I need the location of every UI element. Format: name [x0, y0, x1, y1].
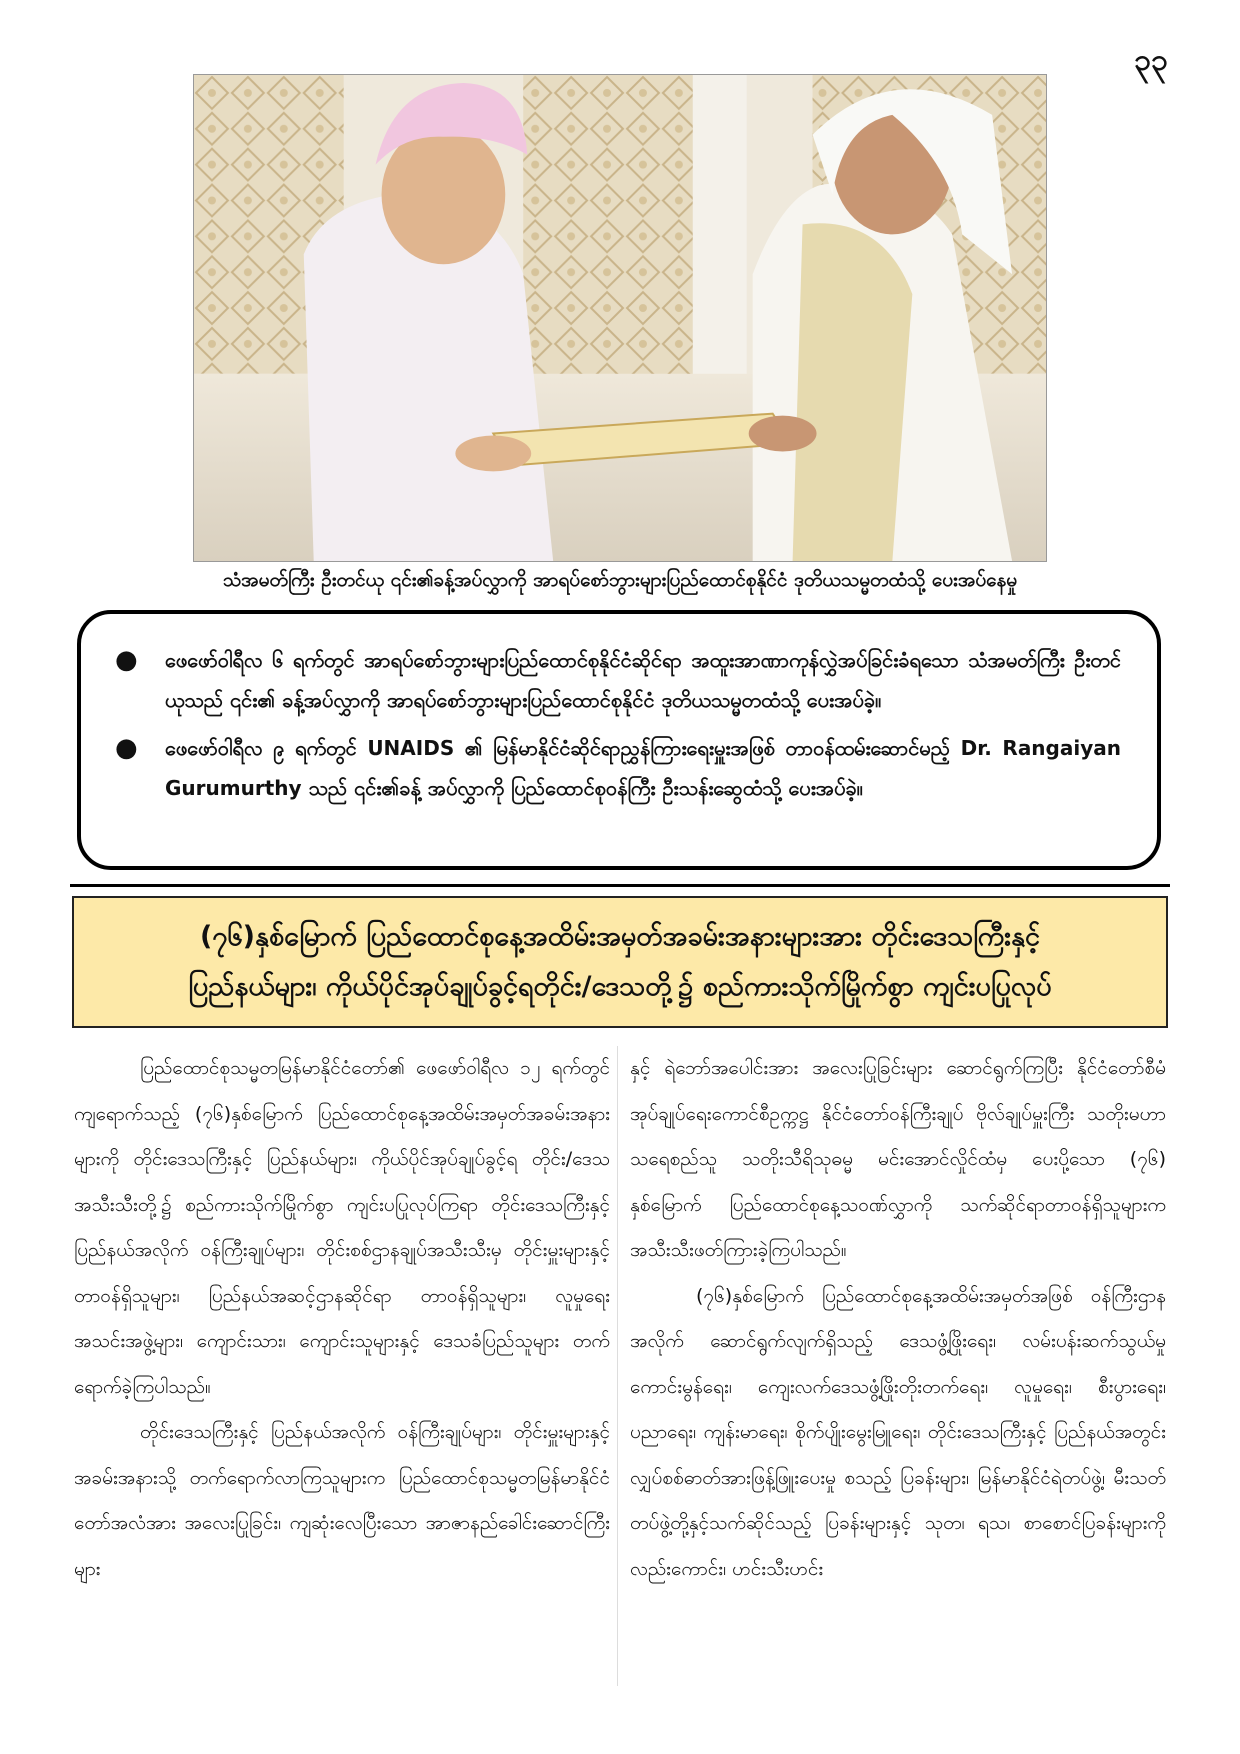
- article-column-right: [630, 1046, 1166, 1696]
- article-paragraph: (၇၆)နှစ်မြောက် ပြည်ထောင်စုနေ့အထိမ်းအမှတ်အဖြစ် ဝန်ကြီးဌာနအလိုက် ဆောင်ရွက်လျက်ရှိသည့် ဒေသဖွံ့ဖြိုးရေး၊ လမ်းပန်းဆက်သွယ်မှုကောင်းမွန်ရေး၊ ကျေးလက်ဒေသဖွံ့ဖြိုးတိုးတက်ရေး၊ လူမှုရေး၊ စီးပွားရေး၊ ပညာရေး၊ ကျန်းမာရေး၊ စိုက်ပျိုးမွေးမြူရေး၊ တိုင်းဒေသကြီးနှင့် ပြည်နယ်အတွင်း လျှပ်စစ်ဓာတ်အားဖြန့်ဖြူးပေးမှု စသည့် ပြခန်းများ၊ မြန်မာနိုင်ငံရဲတပ်ဖွဲ့၊ မီးသတ်တပ်ဖွဲ့တို့နှင့်သက်ဆိုင်သည့် ပြခန်းများနှင့် သုတ၊ ရသ၊ စာစောင်ပြခန်းများကိုလည်းကောင်း၊ ဟင်းသီးဟင်း: [630, 1284, 1166, 1580]
- article-paragraph: နှင့် ရဲဘော်အပေါင်းအား အလေးပြုခြင်းများ ဆောင်ရွက်ကြပြီး နိုင်ငံတော်စီမံအုပ်ချုပ်ရေးကောင်စီဥက္ကဋ္ဌ နိုင်ငံတော်ဝန်ကြီးချုပ် ဗိုလ်ချုပ်မှူးကြီး သတိုးမဟာသရေစည်သူ သတိုးသီရိသုဓမ္မ မင်းအောင်လှိုင်ထံမှ ပေးပို့သော (၇၆) နှစ်မြောက် ပြည်ထောင်စုနေ့သဝဏ်လွှာကို သက်ဆိုင်ရာတာဝန်ရှိသူများက အသီးသီးဖတ်ကြားခဲ့ကြပါသည်။: [630, 1057, 1166, 1261]
- news-item: [115, 728, 1121, 808]
- photo-caption: သံအမတ်ကြီး ဦးတင်ယု ၎င်း၏ခန့်အပ်လွှာကို အာရပ်စော်ဘွားများပြည်ထောင်စုနိုင်ငံ ဒုတိယသမ္မတထံသို့ ပေးအပ်နေမှု: [222, 569, 1018, 591]
- news-item-text: ဖေဖော်ဝါရီလ ၉ ရက်တွင် UNAIDS ၏ မြန်မာနိုင်ငံဆိုင်ရာညွှန်ကြားရေးမှူးအဖြစ် တာဝန်ထမ်းဆောင်မည့် Dr. Rangaiyan Gurumurthy သည် ၎င်း၏ခန့် အပ်လွှာကို ပြည်ထောင်စုဝန်ကြီး ဦးသန်းဆွေထံသို့ ပေးအပ်ခဲ့။: [165, 736, 1121, 800]
- news-photo: [193, 74, 1047, 562]
- photo-illustration: [194, 75, 1046, 561]
- section-divider: [70, 884, 1170, 887]
- bullet-icon: ●: [115, 733, 138, 763]
- headline-line-2: ပြည်နယ်များ၊ ကိုယ်ပိုင်အုပ်ချုပ်ခွင့်ရတိုင်း/ဒေသတို့၌ စည်ကားသိုက်မြိုက်စွာ ကျင်းပပြုလုပ်: [188, 971, 1052, 1002]
- right-figure-trim: [793, 223, 913, 561]
- article-paragraph: တိုင်းဒေသကြီးနှင့် ပြည်နယ်အလိုက် ဝန်ကြီးချုပ်များ၊ တိုင်းမှူးများနှင့် အခမ်းအနားသို့ တက်ရောက်လာကြသူများက ပြည်ထောင်စုသမ္မတမြန်မာနိုင်ငံတော်အလံအား အလေးပြုခြင်း၊ ကျဆုံးလေပြီးသော အာဇာနည်ခေါင်းဆောင်ကြီးများ: [74, 1421, 610, 1580]
- page-number: ၃၃: [1134, 43, 1168, 78]
- news-item: [115, 640, 1121, 720]
- right-hands: [749, 416, 817, 452]
- left-hands: [455, 436, 531, 472]
- bullet-icon: ●: [115, 645, 138, 675]
- news-highlights-box: [77, 610, 1161, 870]
- news-item-text: ဖေဖော်ဝါရီလ ၆ ရက်တွင် အာရပ်စော်ဘွားများပြည်ထောင်စုနိုင်ငံဆိုင်ရာ အထူးအာဏာကုန်လွှဲအပ်ခြင်းခံရသော သံအမတ်ကြီး ဦးတင်ယုသည် ၎င်း၏ ခန့်အပ်လွှာကို အာရပ်စော်ဘွားများပြည်ထောင်စုနိုင်ငံ ဒုတိယသမ္မတထံသို့ ပေးအပ်ခဲ့။: [165, 648, 1121, 712]
- article-column-left: [74, 1046, 610, 1696]
- headline-line-1: (၇၆)နှစ်မြောက် ပြည်ထောင်စုနေ့အထိမ်းအမှတ်အခမ်းအနားများအား တိုင်းဒေသကြီးနှင့်: [199, 921, 1041, 952]
- article-headline-banner: [72, 896, 1168, 1028]
- article-paragraph: ပြည်ထောင်စုသမ္မတမြန်မာနိုင်ငံတော်၏ ဖေဖော်ဝါရီလ ၁၂ ရက်တွင် ကျရောက်သည့် (၇၆)နှစ်မြောက် ပြည်ထောင်စုနေ့အထိမ်းအမှတ်အခမ်းအနားများကို တိုင်းဒေသကြီးနှင့် ပြည်နယ်များ၊ ကိုယ်ပိုင်အုပ်ချုပ်ခွင့်ရ တိုင်း/ဒေသအသီးသီးတို့၌ စည်ကားသိုက်မြိုက်စွာ ကျင်းပပြုလုပ်ကြရာ တိုင်းဒေသကြီးနှင့် ပြည်နယ်အလိုက် ဝန်ကြီးချုပ်များ၊ တိုင်းစစ်ဌာနချုပ်အသီးသီးမှ တိုင်းမှူးများနှင့် တာဝန်ရှိသူများ၊ ပြည်နယ်အဆင့်ဌာနဆိုင်ရာ တာဝန်ရှိသူများ၊ လူမှုရေးအသင်းအဖွဲ့များ၊ ကျောင်းသား၊ ကျောင်းသူများနှင့် ဒေသခံပြည်သူများ တက်ရောက်ခဲ့ကြပါသည်။: [74, 1057, 610, 1398]
- left-figure-face: [382, 125, 506, 264]
- column-divider: [617, 1046, 618, 1686]
